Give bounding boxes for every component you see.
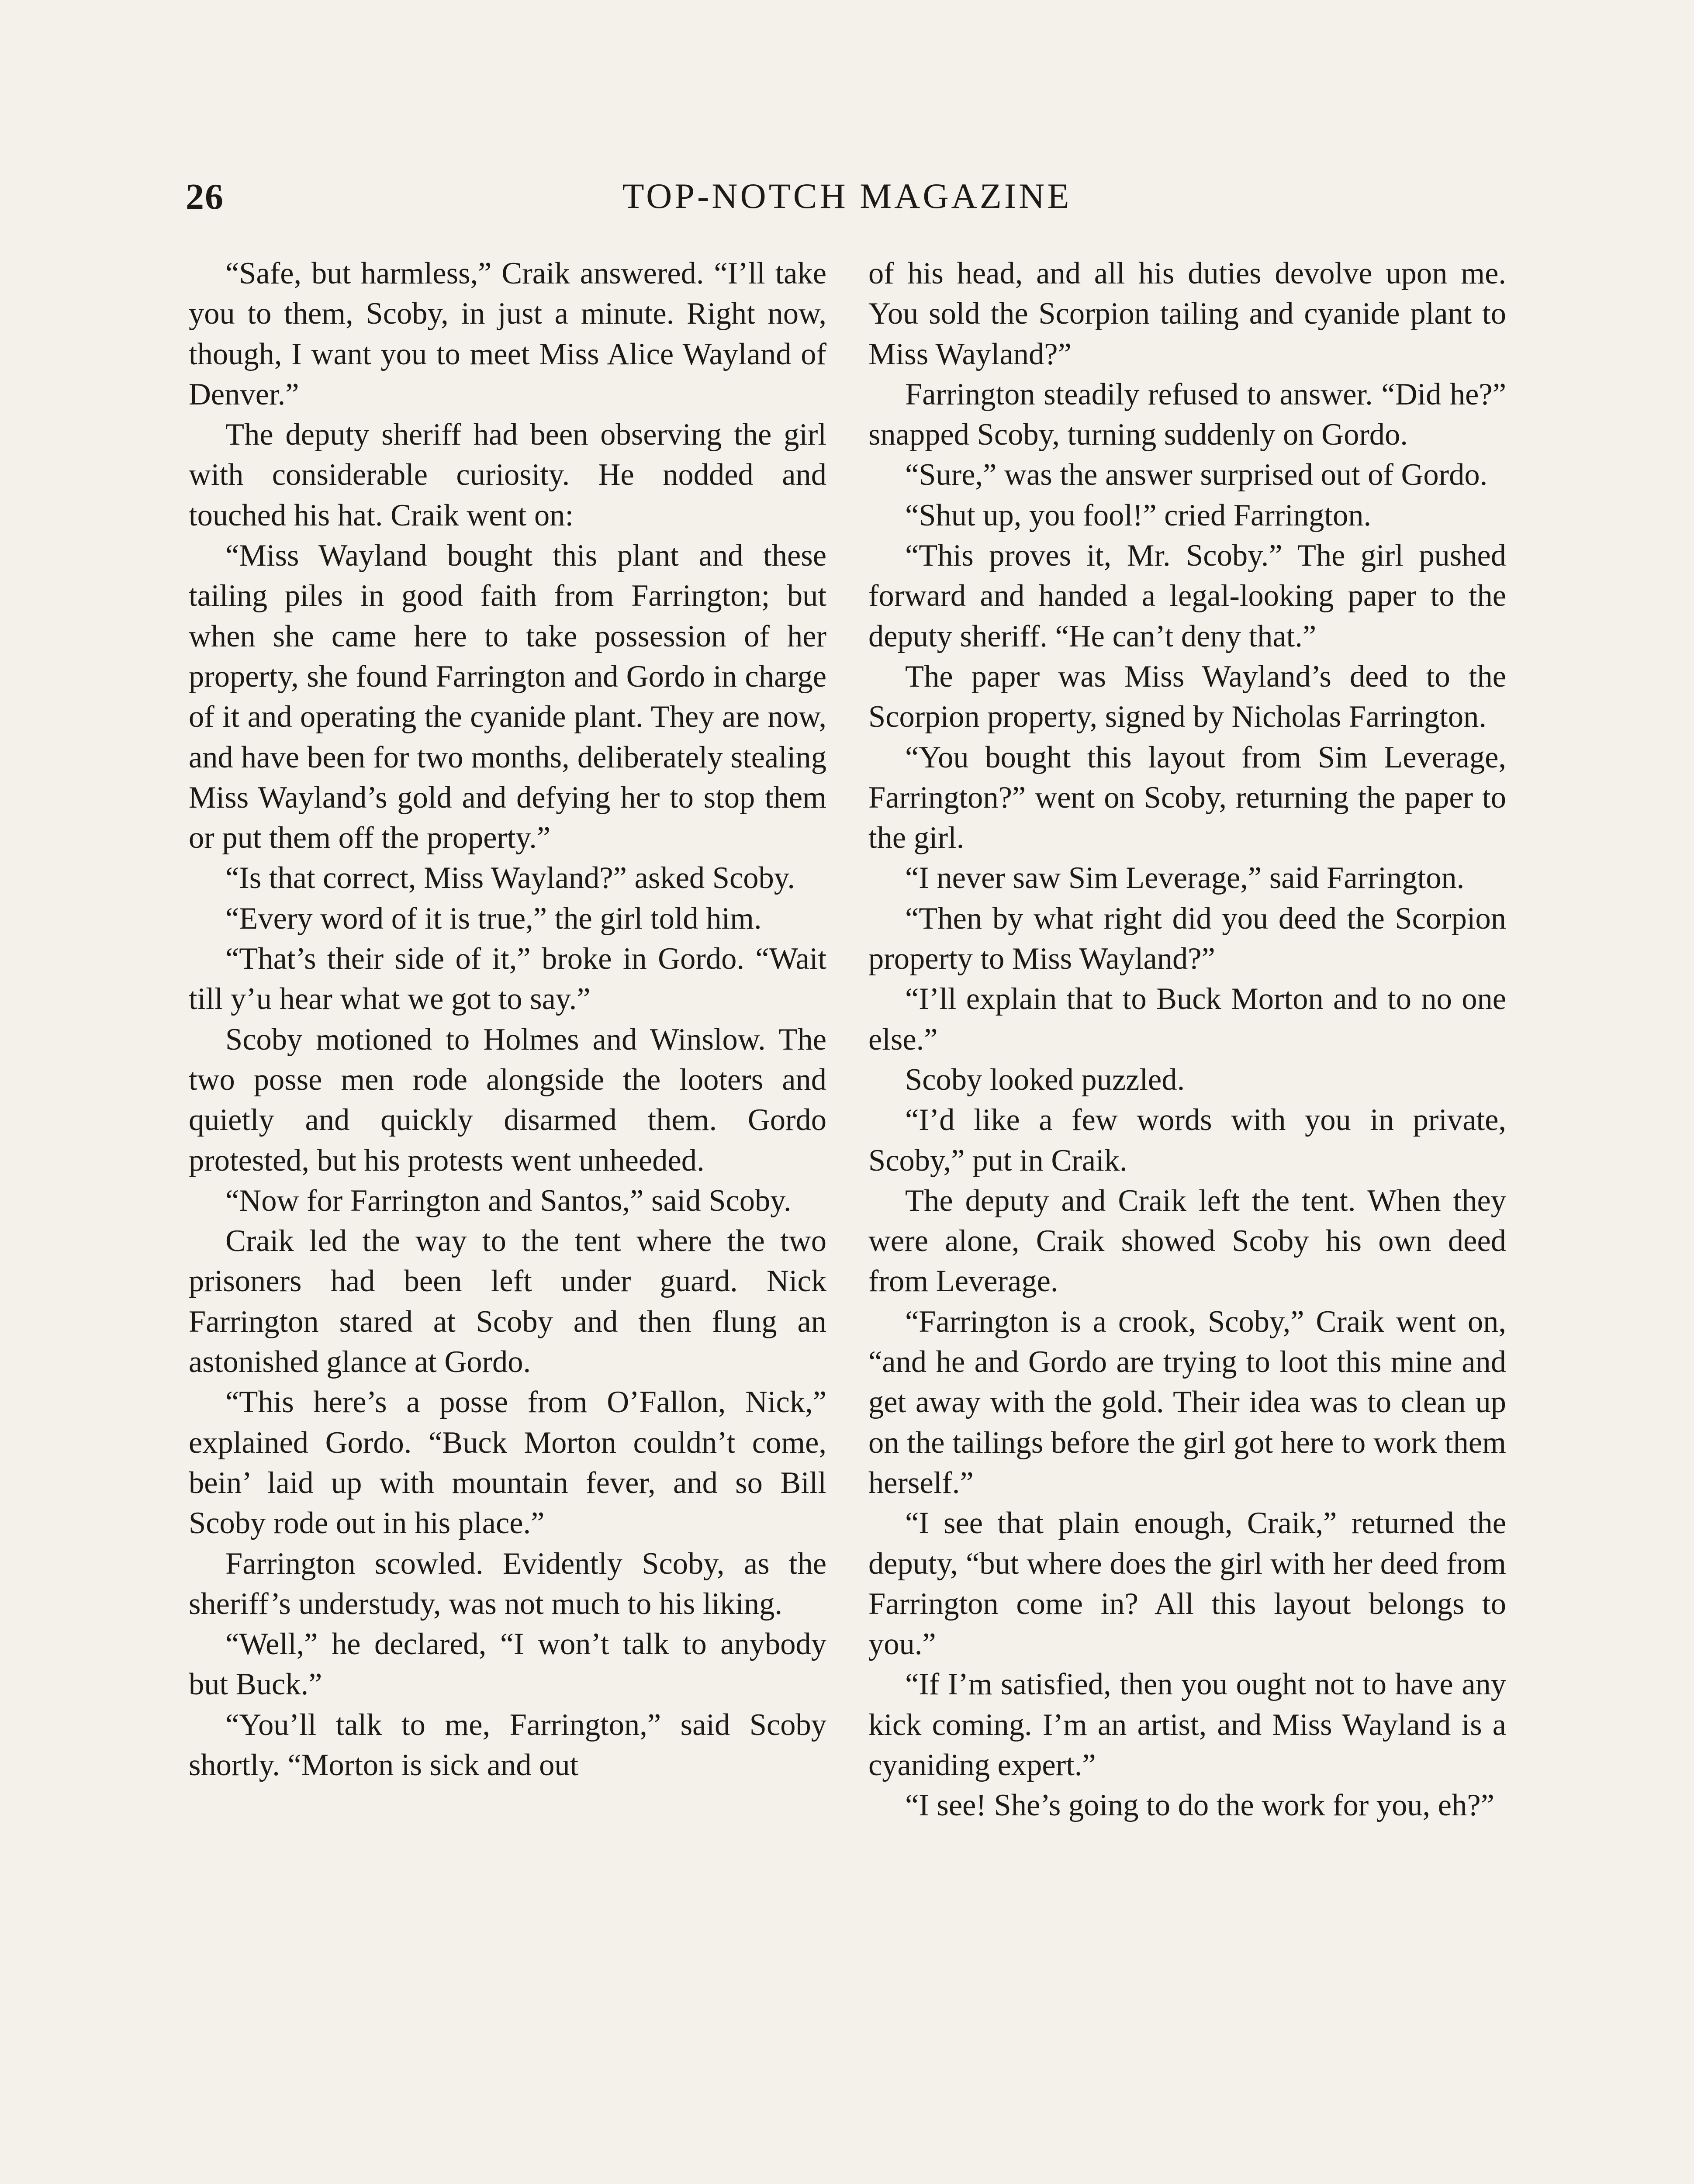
paragraph: “I’ll explain that to Buck Morton and to no one else.” [868, 982, 1506, 1057]
paragraph: “Then by what right did you deed the Scorpion property to Miss Wayland?” [868, 901, 1506, 976]
paragraph: “Sure,” was the answer surprised out of Gordo. [905, 458, 1488, 492]
paragraph: “Farrington is a crook, Scoby,” Craik went on, “and he and Gordo are trying to loot this mine and get away with the gold. Their idea was to clean up on the tailings before the girl got here to work them herself.” [868, 1304, 1506, 1500]
paragraph: Farrington steadily refused to answer. “Did he?” snapped Scoby, turning suddenly on Gordo. [868, 377, 1506, 452]
paragraph: The deputy sheriff had been observing the girl with considerable curiosity. He nodded and touched his hat. Craik went on: [189, 418, 826, 532]
paragraph: “Miss Wayland bought this plant and these tailing piles in good faith from Farrington; but when she came here to take possession of her property, she found Farrington and Gordo in charge of it and operating the cyanide plant. They are now, and have been for two months, deliberately stealing Miss Wayland’s gold and defying her to stop them or put them off the property.” [189, 539, 826, 855]
paragraph: “I’d like a few words with you in private, Scoby,” put in Craik. [868, 1103, 1506, 1178]
paragraph: Farrington scowled. Evidently Scoby, as the sheriff’s understudy, was not much to his liking. [189, 1546, 826, 1621]
paragraph: The paper was Miss Wayland’s deed to the Scorpion property, signed by Nicholas Farrington. [868, 659, 1506, 734]
page-number: 26 [186, 176, 224, 217]
running-head-title: TOP-NOTCH MAGAZINE [622, 176, 1072, 216]
paragraph: “Is that correct, Miss Wayland?” asked Scoby. [225, 861, 795, 895]
paragraph: “Safe, but harmless,” Craik answered. “I’ll take you to them, Scoby, in just a minute. Right now, though, I want you to meet Miss Alice Wayland of Denver.” [189, 256, 826, 411]
paragraph: “This proves it, Mr. Scoby.” The girl pushed forward and handed a legal-looking paper to the deputy sheriff. “He can’t deny that.” [868, 539, 1506, 653]
paragraph: “Now for Farrington and Santos,” said Scoby. [225, 1183, 792, 1218]
paragraph: “You’ll talk to me, Farrington,” said Scoby shortly. “Morton is sick and out [189, 1707, 826, 1782]
paragraph: “Well,” he declared, “I won’t talk to anybody but Buck.” [189, 1627, 826, 1702]
paragraph: “I never saw Sim Leverage,” said Farrington. [905, 861, 1465, 895]
paragraph: “That’s their side of it,” broke in Gordo. “Wait till y’u hear what we got to say.” [189, 942, 826, 1016]
paragraph: Craik led the way to the tent where the two prisoners had been left under guard. Nick Farrington stared at Scoby and then flung an astonished glance at Gordo. [189, 1224, 826, 1379]
right-column [868, 253, 1506, 1826]
paragraph: Scoby looked puzzled. [905, 1062, 1185, 1097]
paragraph: Scoby motioned to Holmes and Winslow. The two posse men rode alongside the looters and quietly and quickly disarmed them. Gordo protested, but his protests went unheeded. [189, 1022, 826, 1178]
paragraph: “If I’m satisfied, then you ought not to have any kick coming. I’m an artist, and Miss Wayland is a cyaniding expert.” [868, 1667, 1506, 1782]
paragraph: “This here’s a posse from O’Fallon, Nick,” explained Gordo. “Buck Morton couldn’t come, bein’ laid up with mountain fever, and so Bill Scoby rode out in his place.” [189, 1385, 826, 1541]
paragraph: “I see that plain enough, Craik,” returned the deputy, “but where does the girl with her deed from Farrington come in? All this layout belongs to you.” [868, 1506, 1506, 1662]
paragraph: “Every word of it is true,” the girl told him. [225, 901, 762, 936]
paragraph: The deputy and Craik left the tent. When they were alone, Craik showed Scoby his own deed from Leverage. [868, 1183, 1506, 1299]
paragraph: “I see! She’s going to do the work for you, eh?” [905, 1788, 1494, 1823]
paragraph: “You bought this layout from Sim Leverage, Farrington?” went on Scoby, returning the paper to the girl. [868, 740, 1506, 855]
continued-paragraph: of his head, and all his duties devolve upon me. You sold the Scorpion tailing and cyanide plant to Miss Wayland?” [868, 256, 1506, 371]
left-column [189, 253, 826, 1785]
paragraph: “Shut up, you fool!” cried Farrington. [905, 498, 1372, 532]
